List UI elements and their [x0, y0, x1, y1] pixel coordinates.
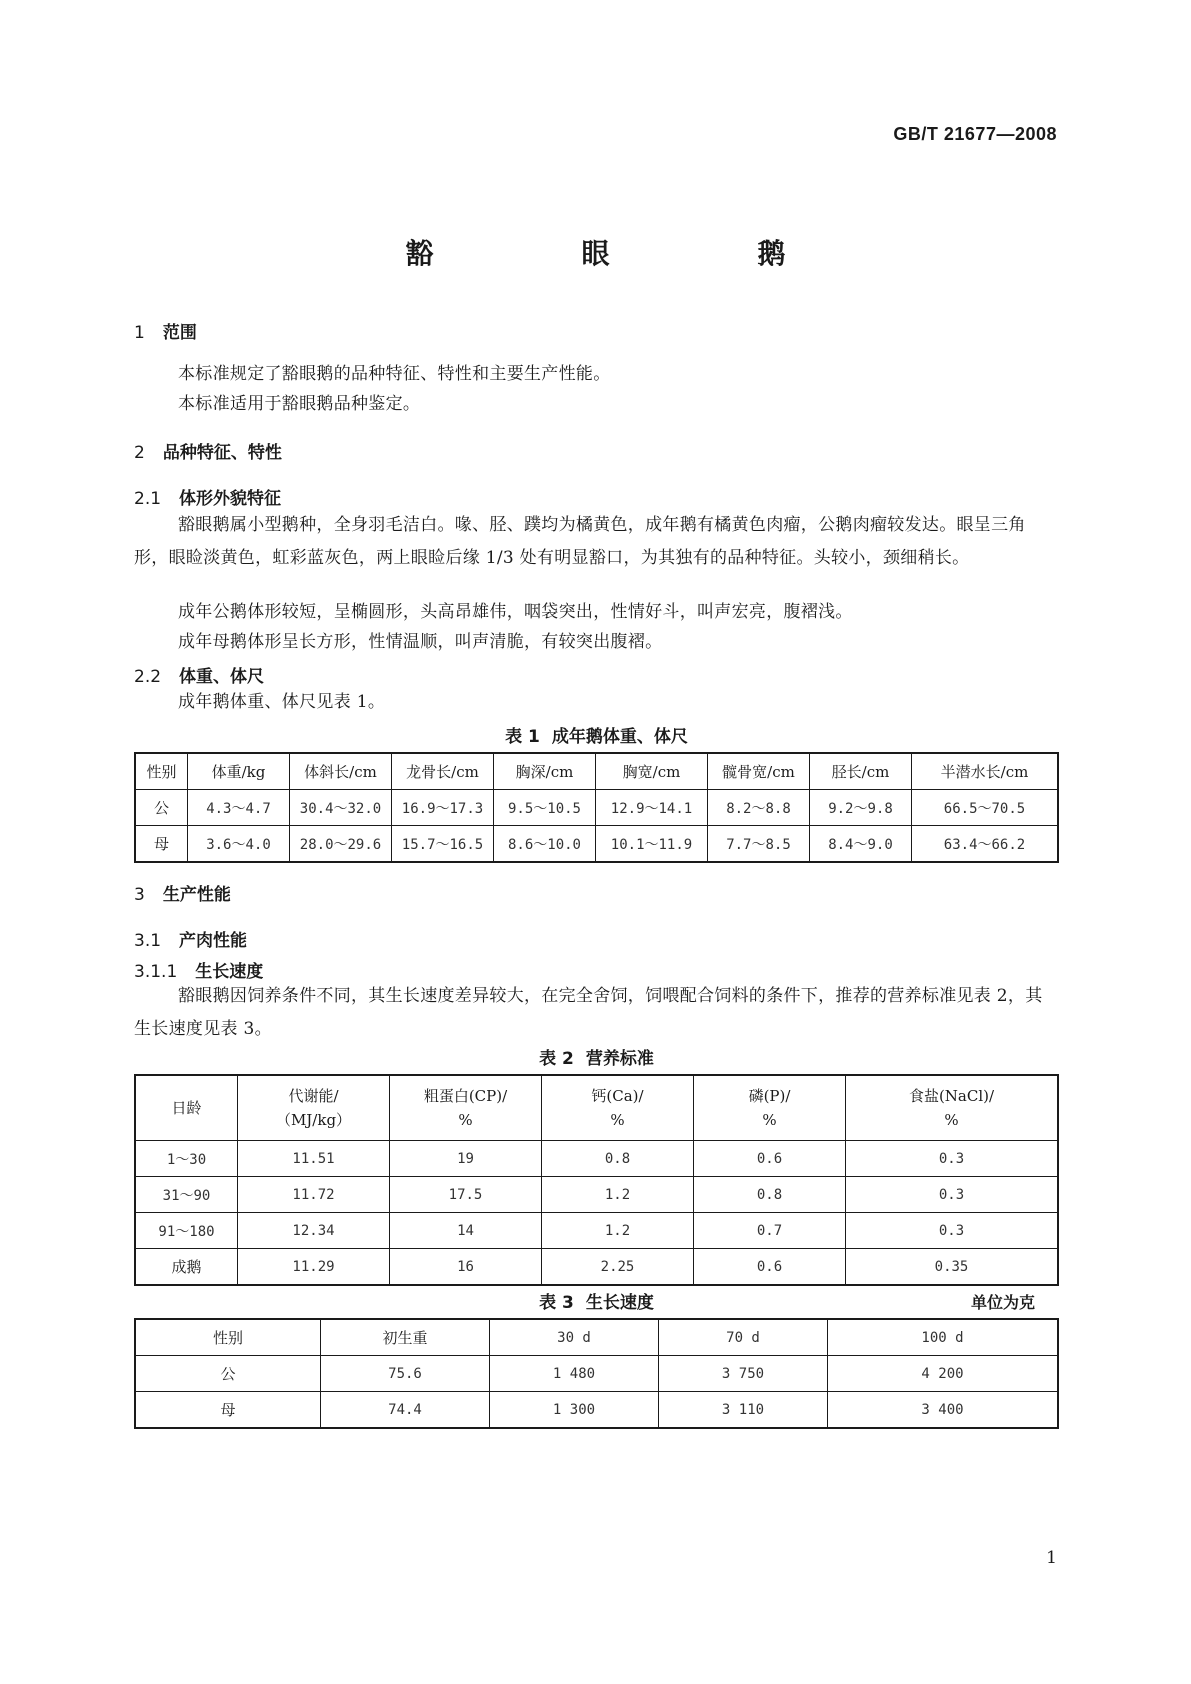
- table-header-cell: [846, 1075, 1059, 1141]
- table-row: [135, 1392, 1058, 1429]
- header-line: %: [610, 1111, 625, 1129]
- section-3-1-1-heading: [134, 957, 263, 982]
- section-2-1-heading: [134, 484, 281, 509]
- table-header-cell: 胸宽/cm: [596, 753, 708, 790]
- table-row: [135, 826, 1058, 863]
- table-header-cell: 半潜水长/cm: [912, 753, 1059, 790]
- section-number: 3.1: [134, 931, 162, 951]
- table-header-cell: [390, 1075, 542, 1141]
- table-header-cell: 初生重: [321, 1319, 490, 1356]
- paragraph: 成年公鹅体形较短，呈椭圆形，头高昂雄伟，咽袋突出，性情好斗，叫声宏亮，腹褶浅。: [178, 602, 853, 622]
- header-line: 钙(Ca)/: [591, 1087, 644, 1105]
- section-1-heading: [134, 318, 197, 343]
- table-cell: 66.5～70.5: [912, 790, 1059, 826]
- table-header-cell: 性别: [135, 1319, 321, 1356]
- table-cell: 11.72: [238, 1177, 390, 1213]
- table-header-cell: 性别: [135, 753, 188, 790]
- document-code: GB/T 21677—2008: [893, 124, 1057, 144]
- section-title: 体重、体尺: [179, 667, 265, 687]
- table-cell: 63.4～66.2: [912, 826, 1059, 863]
- header-line: %: [458, 1111, 473, 1129]
- table-cell: 公: [135, 1356, 321, 1392]
- section-number: 1: [134, 323, 145, 343]
- section-number: 2.2: [134, 667, 162, 687]
- section-2-heading: [134, 438, 282, 463]
- table-row: [135, 1356, 1058, 1392]
- table-cell: 74.4: [321, 1392, 490, 1429]
- table-cell: 31～90: [135, 1177, 238, 1213]
- table-cell: 3 750: [659, 1356, 828, 1392]
- table-title: 成年鹅体重、体尺: [551, 727, 688, 747]
- section-title: 范围: [162, 323, 197, 343]
- header-line: 粗蛋白(CP)/: [423, 1087, 508, 1105]
- section-title: 生长速度: [195, 962, 264, 982]
- table-row: [135, 1249, 1058, 1286]
- table-2-nutrition-standard: [134, 1074, 1059, 1286]
- table-cell: 9.5～10.5: [494, 790, 596, 826]
- table-number: 表 3: [539, 1293, 574, 1313]
- table-cell: 8.4～9.0: [810, 826, 912, 863]
- table-header-cell: 体斜长/cm: [290, 753, 392, 790]
- table-cell: 14: [390, 1213, 542, 1249]
- table-header-row: [135, 1075, 1058, 1141]
- section-number: 3: [134, 885, 145, 905]
- table-1-caption: [134, 722, 1059, 747]
- paragraph: 成年母鹅体形呈长方形，性情温顺，叫声清脆，有较突出腹褶。: [178, 632, 663, 652]
- table-row: [135, 1141, 1058, 1177]
- table-cell: 3 400: [828, 1392, 1059, 1429]
- table-cell: 15.7～16.5: [392, 826, 494, 863]
- table-cell: 成鹅: [135, 1249, 238, 1286]
- section-number: 2.1: [134, 489, 162, 509]
- table-cell: 16: [390, 1249, 542, 1286]
- table-2-caption: [134, 1044, 1059, 1069]
- table-cell: 0.8: [542, 1141, 694, 1177]
- table-cell: 19: [390, 1141, 542, 1177]
- table-cell: 1 480: [490, 1356, 659, 1392]
- section-title: 品种特征、特性: [162, 443, 282, 463]
- paragraph: 豁眼鹅因饲养条件不同，其生长速度差异较大，在完全舍饲，饲喂配合饲料的条件下，推荐的营养标准见表 2，其生长速度见表 3。: [134, 986, 1043, 1039]
- paragraph: 成年鹅体重、体尺见表 1。: [178, 692, 386, 712]
- header-line: %: [762, 1111, 777, 1129]
- table-cell: 10.1～11.9: [596, 826, 708, 863]
- table-header-cell: 龙骨长/cm: [392, 753, 494, 790]
- table-number: 表 2: [539, 1049, 574, 1069]
- table-3-growth-rate: [134, 1318, 1059, 1429]
- table-cell: 8.6～10.0: [494, 826, 596, 863]
- table-cell: 0.7: [694, 1213, 846, 1249]
- table-header-cell: 胫长/cm: [810, 753, 912, 790]
- paragraph: 本标准适用于豁眼鹅品种鉴定。: [178, 394, 421, 414]
- table-number: 表 1: [505, 727, 540, 747]
- table-cell: 11.29: [238, 1249, 390, 1286]
- document-title: 豁 眼 鹅: [405, 237, 846, 270]
- table-cell: 1.2: [542, 1213, 694, 1249]
- table-row: [135, 1177, 1058, 1213]
- table-title: 营养标准: [585, 1049, 654, 1069]
- section-title: 产肉性能: [179, 931, 248, 951]
- table-cell: 12.34: [238, 1213, 390, 1249]
- header-line: %: [944, 1111, 959, 1129]
- section-title: 体形外貌特征: [179, 489, 282, 509]
- table-cell: 3 110: [659, 1392, 828, 1429]
- table-row: [135, 1213, 1058, 1249]
- table-cell: 17.5: [390, 1177, 542, 1213]
- table-cell: 4 200: [828, 1356, 1059, 1392]
- table-header-cell: 体重/kg: [188, 753, 290, 790]
- page-number: 1: [1046, 1548, 1057, 1568]
- section-3-1-heading: [134, 926, 247, 951]
- table-header-cell: [694, 1075, 846, 1141]
- table-cell: 0.8: [694, 1177, 846, 1213]
- table-cell: 母: [135, 826, 188, 863]
- header-line: 日龄: [171, 1099, 202, 1117]
- table-cell: 28.0～29.6: [290, 826, 392, 863]
- table-cell: 0.3: [846, 1141, 1059, 1177]
- table-header-cell: 髋骨宽/cm: [708, 753, 810, 790]
- table-cell: 0.6: [694, 1249, 846, 1286]
- table-cell: 1.2: [542, 1177, 694, 1213]
- table-header-cell: 胸深/cm: [494, 753, 596, 790]
- table-cell: 3.6～4.0: [188, 826, 290, 863]
- table-1-body-measurements: [134, 752, 1059, 863]
- table-cell: 8.2～8.8: [708, 790, 810, 826]
- table-cell: 9.2～9.8: [810, 790, 912, 826]
- table-cell: 7.7～8.5: [708, 826, 810, 863]
- table-cell: 91～180: [135, 1213, 238, 1249]
- table-cell: 公: [135, 790, 188, 826]
- table-cell: 30.4～32.0: [290, 790, 392, 826]
- table-cell: 0.3: [846, 1213, 1059, 1249]
- table-header-cell: [542, 1075, 694, 1141]
- table-cell: 0.35: [846, 1249, 1059, 1286]
- table-cell: 75.6: [321, 1356, 490, 1392]
- table-header-cell: 70 d: [659, 1319, 828, 1356]
- table-title: 生长速度: [585, 1293, 654, 1313]
- table-cell: 16.9～17.3: [392, 790, 494, 826]
- section-3-heading: [134, 880, 231, 905]
- table-header-cell: [135, 1075, 238, 1141]
- header-line: 食盐(NaCl)/: [908, 1087, 995, 1105]
- table-cell: 12.9～14.1: [596, 790, 708, 826]
- table-row: [135, 790, 1058, 826]
- table-header-cell: 100 d: [828, 1319, 1059, 1356]
- table-cell: 2.25: [542, 1249, 694, 1286]
- section-number: 2: [134, 443, 145, 463]
- table-cell: 母: [135, 1392, 321, 1429]
- paragraph: 本标准规定了豁眼鹅的品种特征、特性和主要生产性能。: [178, 364, 611, 384]
- section-title: 生产性能: [162, 885, 231, 905]
- table-cell: 1 300: [490, 1392, 659, 1429]
- table-header-row: [135, 753, 1058, 790]
- table-cell: 11.51: [238, 1141, 390, 1177]
- paragraph: 豁眼鹅属小型鹅种，全身羽毛洁白。喙、胫、蹼均为橘黄色，成年鹅有橘黄色肉瘤，公鹅肉瘤较发达。眼呈三角形，眼睑淡黄色，虹彩蓝灰色，两上眼睑后缘 1/3 处有明显豁口，为其独有的品种特征。头较小，颈细稍长。: [134, 515, 1026, 568]
- section-number: 3.1.1: [134, 962, 178, 982]
- table-header-row: [135, 1319, 1058, 1356]
- table-cell: 0.6: [694, 1141, 846, 1177]
- header-line: 代谢能/: [288, 1087, 339, 1105]
- table-3-caption: [134, 1288, 1059, 1313]
- table-cell: 0.3: [846, 1177, 1059, 1213]
- table-cell: 1～30: [135, 1141, 238, 1177]
- table-header-cell: [238, 1075, 390, 1141]
- unit-note: 单位为克: [970, 1293, 1035, 1312]
- table-header-cell: 30 d: [490, 1319, 659, 1356]
- table-cell: 4.3～4.7: [188, 790, 290, 826]
- section-2-2-heading: [134, 662, 264, 687]
- header-line: 磷(P)/: [748, 1087, 791, 1105]
- header-line: （MJ/kg）: [275, 1111, 352, 1129]
